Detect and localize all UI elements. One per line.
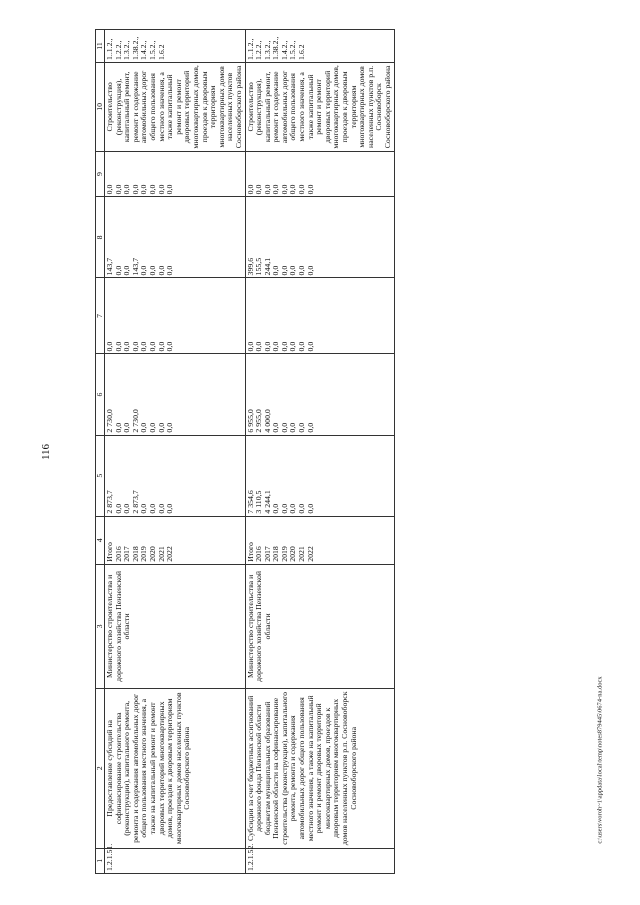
cell-line: 2 730,0 xyxy=(105,409,114,433)
cell-line: 0,0 xyxy=(165,341,175,352)
cell-line: 0,0 xyxy=(279,503,289,514)
cell-line: 0,0 xyxy=(165,422,175,433)
row-indicators xyxy=(105,30,246,63)
cell-line: 0,0 xyxy=(105,341,114,352)
cell-line: 0,0 xyxy=(271,503,281,514)
cell-line: 2 730,0 xyxy=(130,409,140,433)
cell-line: 2 873,7 xyxy=(105,490,114,514)
cell-line: 0,0 xyxy=(297,503,307,514)
cell-line: 2022 xyxy=(305,546,315,562)
cell-line: 0,0 xyxy=(305,341,315,352)
cell-line: 0,0 xyxy=(113,503,123,514)
row-total xyxy=(105,435,246,516)
cell-line: 0,0 xyxy=(279,422,289,433)
cell-line: 0,0 xyxy=(305,184,315,195)
cell-line: Итого xyxy=(245,542,255,562)
cell-line: 0,0 xyxy=(297,265,307,276)
program-table-rotated xyxy=(95,29,392,874)
cell-line: 1.4.2., xyxy=(139,40,149,61)
header-cell: 5 xyxy=(96,435,105,516)
cell-line: 0,0 xyxy=(139,503,149,514)
cell-line: 4 000,0 xyxy=(262,409,272,433)
cell-line: 0,0 xyxy=(147,503,157,514)
cell-line: 0,0 xyxy=(288,422,298,433)
row-local xyxy=(245,197,394,278)
cell-line: 155,5 xyxy=(254,257,264,276)
row-name: Предоставление субсидий на софинансирование строительства (реконструкции), капитального ремонта, ремонта и содержания автомобильных дорог общего пользования местного значения, а также на капитальный ремонт и ремонт дворовых территорий многоквартирных домов, проездов к дворовым территориям многоквартирных домов населенных пунктов Сосновоборского района xyxy=(105,688,246,848)
cell-line: 0,0 xyxy=(165,265,175,276)
cell-line: 0,0 xyxy=(271,184,281,195)
row-local xyxy=(105,197,246,278)
header-cell: 10 xyxy=(96,63,105,152)
cell-line: 0,0 xyxy=(271,341,281,352)
cell-line: 143,7 xyxy=(130,257,140,276)
row-years xyxy=(105,516,246,564)
cell-line: 1.4.2., xyxy=(279,40,289,61)
table-row xyxy=(245,30,394,874)
cell-line: 2019 xyxy=(279,546,289,562)
cell-line: 0,0 xyxy=(279,341,289,352)
cell-line: 1.6.2 xyxy=(297,44,307,61)
cell-line: 0,0 xyxy=(113,184,123,195)
cell-line: 0,0 xyxy=(297,184,307,195)
row-total xyxy=(245,435,394,516)
cell-line: 0,0 xyxy=(113,265,123,276)
cell-line: 1.5.2., xyxy=(288,40,298,61)
cell-line: 0,0 xyxy=(271,422,281,433)
cell-line: 2017 xyxy=(262,546,272,562)
row-years xyxy=(245,516,394,564)
cell-line: 0,0 xyxy=(288,184,298,195)
cell-line: 0,0 xyxy=(139,184,149,195)
cell-line: 0,0 xyxy=(122,503,132,514)
cell-line: Итого xyxy=(105,542,114,562)
cell-line: 1.6.2 xyxy=(156,44,166,61)
cell-line: 0,0 xyxy=(279,184,289,195)
cell-line: 0,0 xyxy=(139,265,149,276)
cell-line: 0,0 xyxy=(113,422,123,433)
cell-line: 0,0 xyxy=(147,422,157,433)
cell-line: 0,0 xyxy=(122,422,132,433)
cell-line: 0,0 xyxy=(130,184,140,195)
cell-line: 1.3.2., xyxy=(122,40,132,61)
row-other xyxy=(245,151,394,197)
row-result: Строительство (реконструкция), капитальный ремонт, ремонт и содержание автомобильных дорог общего пользования местного значения, а также капитальный ремонт и ремонт дворовых территорий многоквартирных домов, проездов к дворовым территориям многоквартирных домов населенных пунктов р.п. Сосновоборск Сосновоборского района xyxy=(245,63,394,152)
header-cell: 7 xyxy=(96,278,105,354)
header-cell: 4 xyxy=(96,516,105,564)
row-result: Строительство (реконструкция), капитальный ремонт, ремонт и содержание автомобильных дорог общего пользования местного значения, а также капитальный ремонт и ремонт дворовых территорий многоквартирных домов, проездов к дворовым территориям многоквартирных домов населенных пунктов Сосновоборского района xyxy=(105,63,246,152)
header-cell: 8 xyxy=(96,197,105,278)
header-row xyxy=(96,30,105,874)
row-executor: Министерство строительства и дорожного хозяйства Пензенской области xyxy=(105,564,246,688)
cell-line: 1..1.2., xyxy=(105,38,114,61)
cell-line: 0,0 xyxy=(254,184,264,195)
cell-line: 0,0 xyxy=(279,265,289,276)
cell-line: 2 955,0 xyxy=(254,409,264,433)
cell-line: 1.38.2., xyxy=(271,36,281,61)
cell-line: 0,0 xyxy=(271,265,281,276)
row-executor: Министерство строительства и дорожного хозяйства Пензенской области xyxy=(245,564,394,688)
cell-line: 0,0 xyxy=(156,265,166,276)
cell-line: 3 110,5 xyxy=(254,490,264,514)
cell-line: 0,0 xyxy=(245,341,255,352)
cell-line: 0,0 xyxy=(122,265,132,276)
cell-line: 2017 xyxy=(122,546,132,562)
cell-line: 1.2.2., xyxy=(113,40,123,61)
header-cell: 3 xyxy=(96,564,105,688)
cell-line: 0,0 xyxy=(122,341,132,352)
cell-line: 1.2.2., xyxy=(254,40,264,61)
cell-line: 2021 xyxy=(156,546,166,562)
cell-line: 7 354,6 xyxy=(245,490,255,514)
header-cell: 2 xyxy=(96,688,105,848)
cell-line: 0,0 xyxy=(297,422,307,433)
cell-line: 0,0 xyxy=(305,422,315,433)
cell-line: 2020 xyxy=(288,546,298,562)
cell-line: 0,0 xyxy=(288,265,298,276)
row-name: Субсидии за счет бюджетных ассигнований дорожного фонда Пензенской области бюджетам муниципальных образований Пензенской области на софинансирование строительства (реконструкции), капитального ремонта, ремонта и содержания автомобильных дорог общего пользования местного значения, а также на капитальный ремонт и ремонт дворовых территорий многоквартирных домов, проездов к дворовым территориям многоквартирных домов населенных пунктов р.п. Сосновоборск Сосновоборского района xyxy=(245,688,394,848)
cell-line: 399,6 xyxy=(245,257,255,276)
program-table xyxy=(95,29,395,874)
row-code: 1.2.1.52. xyxy=(245,848,394,873)
row-federal xyxy=(245,278,394,354)
cell-line: 0,0 xyxy=(130,341,140,352)
cell-line: 0,0 xyxy=(297,341,307,352)
cell-line: 1.5.2., xyxy=(147,40,157,61)
cell-line: 0,0 xyxy=(156,341,166,352)
cell-line: 0,0 xyxy=(288,341,298,352)
cell-line: 2022 xyxy=(165,546,175,562)
cell-line: 0,0 xyxy=(147,341,157,352)
cell-line: 0,0 xyxy=(113,341,123,352)
cell-line: 143,7 xyxy=(105,257,114,276)
cell-line: 0,0 xyxy=(288,503,298,514)
cell-line: 0,0 xyxy=(105,184,114,195)
header-cell: 1 xyxy=(96,848,105,873)
row-other xyxy=(105,151,246,197)
cell-line: 2018 xyxy=(271,546,281,562)
cell-line: 2020 xyxy=(147,546,157,562)
cell-line: 0,0 xyxy=(122,184,132,195)
cell-line: 0,0 xyxy=(262,184,272,195)
header-cell: 6 xyxy=(96,354,105,435)
footer-file-path: c:\users\voroh~1\appdata\local\temp\notes879445\0674-na.docx xyxy=(596,676,604,844)
cell-line: 4 244,1 xyxy=(262,490,272,514)
row-regional xyxy=(245,354,394,435)
page-number: 116 xyxy=(40,443,52,461)
cell-line: 244,1 xyxy=(262,257,272,276)
cell-line: 0,0 xyxy=(147,265,157,276)
cell-line: 0,0 xyxy=(262,341,272,352)
row-regional xyxy=(105,354,246,435)
cell-line: 2 873,7 xyxy=(130,490,140,514)
cell-line: 0,0 xyxy=(156,503,166,514)
header-cell: 9 xyxy=(96,151,105,197)
cell-line: 2016 xyxy=(254,546,264,562)
cell-line: 2016 xyxy=(113,546,123,562)
cell-line: 0,0 xyxy=(305,503,315,514)
cell-line: 0,0 xyxy=(165,184,175,195)
cell-line: 0,0 xyxy=(147,184,157,195)
row-code: 1.2.1.51. xyxy=(105,848,246,873)
cell-line: 2021 xyxy=(297,546,307,562)
cell-line: 1.38.2., xyxy=(130,36,140,61)
cell-line: 6 955,0 xyxy=(245,409,255,433)
row-indicators xyxy=(245,30,394,63)
cell-line: 0,0 xyxy=(305,265,315,276)
cell-line: 0,0 xyxy=(139,422,149,433)
cell-line: 0,0 xyxy=(156,422,166,433)
cell-line: 0,0 xyxy=(139,341,149,352)
cell-line: 2019 xyxy=(139,546,149,562)
cell-line: 0,0 xyxy=(254,341,264,352)
cell-line: 1.3.2., xyxy=(262,40,272,61)
cell-line: 0,0 xyxy=(156,184,166,195)
header-cell: 11 xyxy=(96,30,105,63)
row-federal xyxy=(105,278,246,354)
cell-line: 0,0 xyxy=(165,503,175,514)
table-row xyxy=(105,30,246,874)
cell-line: 1..1.2., xyxy=(245,38,255,61)
cell-line: 2018 xyxy=(130,546,140,562)
cell-line: 0,0 xyxy=(245,184,255,195)
